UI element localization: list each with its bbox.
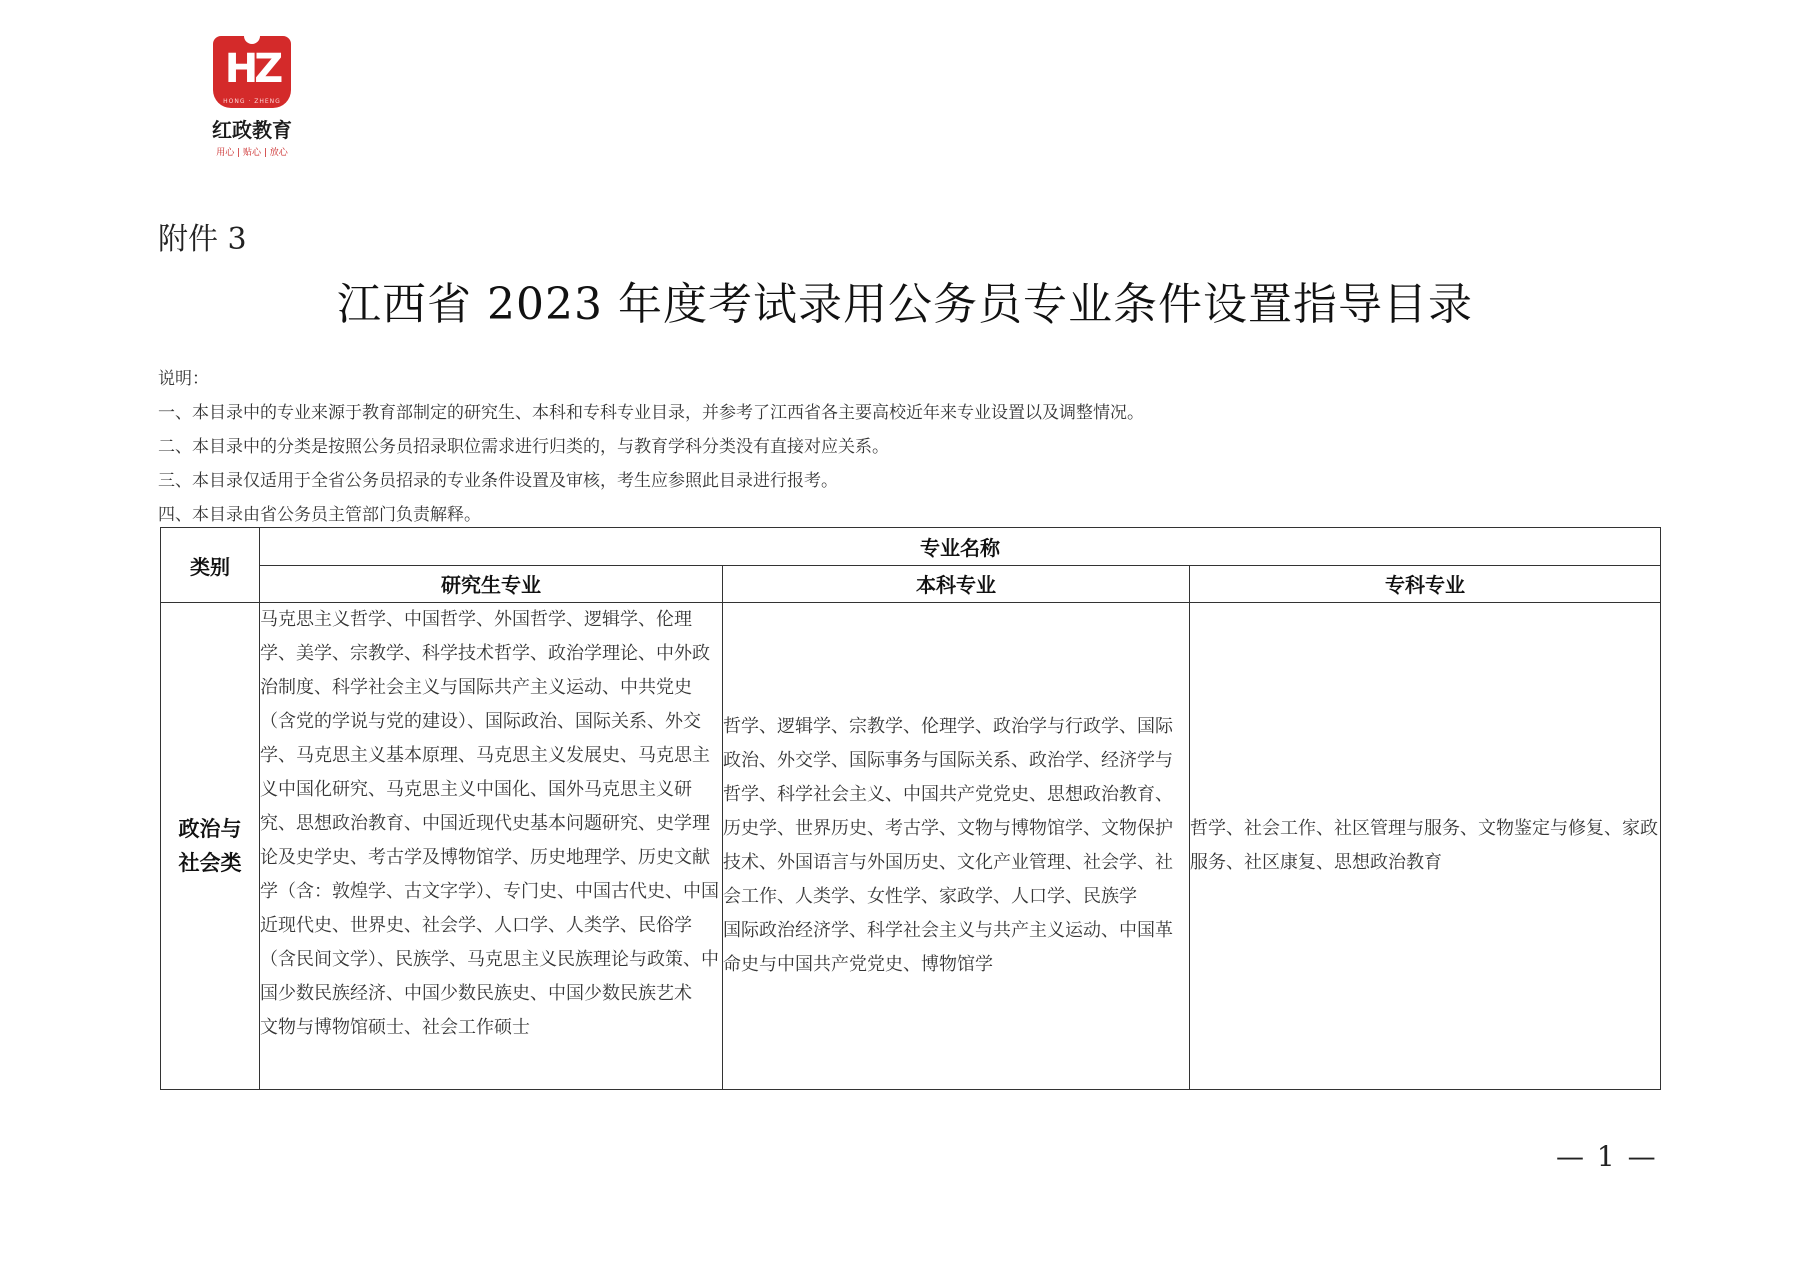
undergraduate-majors-cell xyxy=(723,603,1190,1090)
category-line: 政治与 xyxy=(178,817,242,841)
category-cell xyxy=(161,603,260,1090)
note-item: 二、本目录中的分类是按照公务员招录职位需求进行归类的，与教育学科分类没有直接对应关系。 xyxy=(158,437,889,457)
brand-logo xyxy=(196,36,308,158)
junior-majors-cell xyxy=(1190,603,1661,1090)
junior-majors: 哲学、社会工作、社区管理与服务、文物鉴定与修复、家政服务、社区康复、思想政治教育 xyxy=(1190,818,1658,873)
page-number: — 1 — xyxy=(1556,1140,1658,1173)
category-line: 社会类 xyxy=(178,851,242,875)
note-item: 三、本目录仅适用于全省公务员招录的专业条件设置及审核，考生应参照此目录进行报考。 xyxy=(158,471,838,491)
undergraduate-majors-main: 哲学、逻辑学、宗教学、伦理学、政治学与行政学、国际政治、外交学、国际事务与国际关系、政治学、经济学与哲学、科学社会主义、中国共产党党史、思想政治教育、历史学、世界历史、考古学、文物与博物馆学、文物保护技术、外国语言与外国历史、文化产业管理、社会学、社会工作、人类学、女性学、家政学、人口学、民族学 xyxy=(723,716,1173,907)
logo-name: 红政教育 xyxy=(212,118,292,142)
table-row xyxy=(161,603,1661,1090)
notes-heading: 说明： xyxy=(158,369,209,389)
header-graduate: 研究生专业 xyxy=(260,565,723,603)
logo-mark-glyph: HZ xyxy=(224,46,280,92)
logo-mark-sub: HONG · ZHENG xyxy=(223,98,281,105)
table-subheader-row xyxy=(161,565,1661,603)
notes-section xyxy=(158,362,1144,532)
major-catalog-table xyxy=(160,527,1661,1090)
page-title: 江西省 2023 年度考试录用公务员专业条件设置指导目录 xyxy=(337,279,1473,330)
header-undergraduate: 本科专业 xyxy=(723,565,1190,603)
logo-tagline: 用心 | 贴心 | 放心 xyxy=(216,148,288,158)
note-item: 四、本目录由省公务员主管部门负责解释。 xyxy=(158,505,481,525)
header-major-name: 专业名称 xyxy=(260,528,1661,566)
graduate-majors-extra: 文物与博物馆硕士、社会工作硕士 xyxy=(260,1017,530,1038)
note-item: 一、本目录中的专业来源于教育部制定的研究生、本科和专科专业目录，并参考了江西省各主要高校近年来专业设置以及调整情况。 xyxy=(158,403,1144,423)
logo-mark-icon xyxy=(213,36,291,108)
attachment-label: 附件 3 xyxy=(158,222,247,257)
undergraduate-majors-extra: 国际政治经济学、科学社会主义与共产主义运动、中国革命史与中国共产党党史、博物馆学 xyxy=(723,920,1173,975)
header-category: 类别 xyxy=(161,528,260,603)
header-junior: 专科专业 xyxy=(1190,565,1661,603)
graduate-majors-cell xyxy=(260,603,723,1090)
table-header-row xyxy=(161,528,1661,566)
graduate-majors-main: 马克思主义哲学、中国哲学、外国哲学、逻辑学、伦理学、美学、宗教学、科学技术哲学、政治学理论、中外政治制度、科学社会主义与国际共产主义运动、中共党史（含党的学说与党的建设）、国际政治、国际关系、外交学、马克思主义基本原理、马克思主义发展史、马克思主义中国化研究、马克思主义中国化、国外马克思主义研究、思想政治教育、中国近现代史基本问题研究、史学理论及史学史、考古学及博物馆学、历史地理学、历史文献学（含：敦煌学、古文字学）、专门史、中国古代史、中国近现代史、世界史、社会学、人口学、人类学、民俗学（含民间文学）、民族学、马克思主义民族理论与政策、中国少数民族经济、中国少数民族史、中国少数民族艺术 xyxy=(260,609,719,1004)
